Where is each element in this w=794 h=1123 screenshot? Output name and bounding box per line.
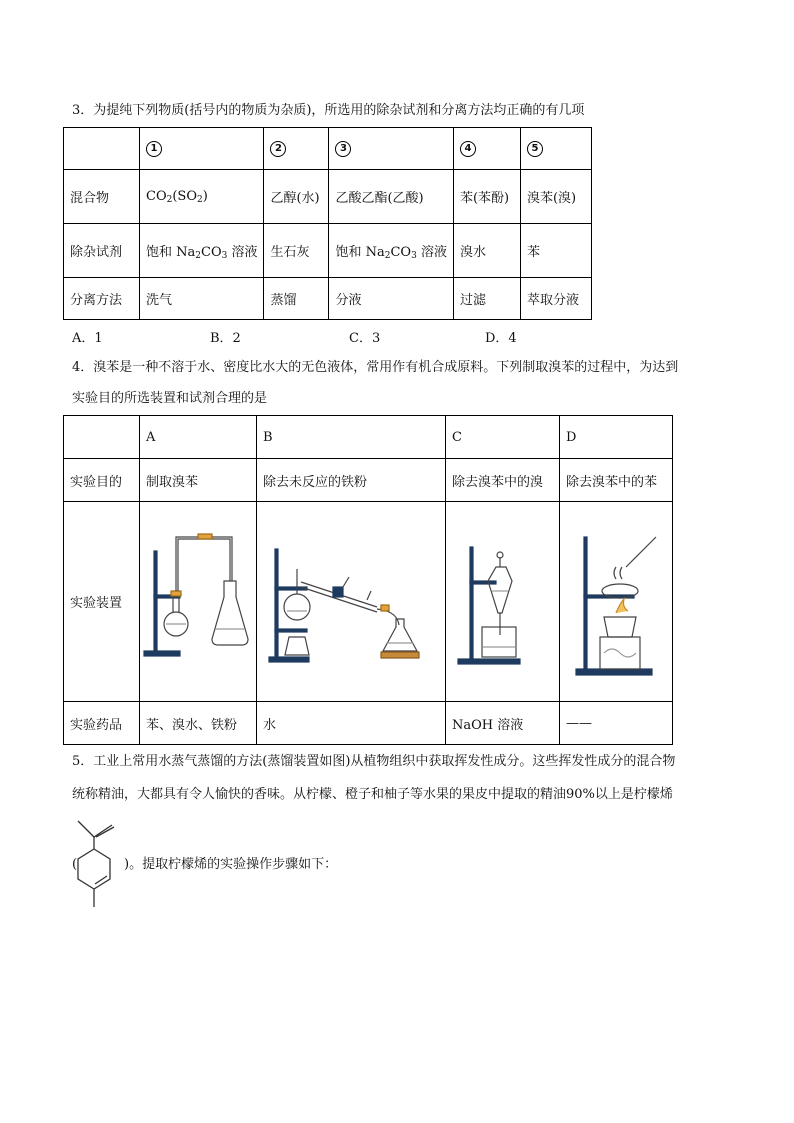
q4-header-a: A xyxy=(140,416,257,459)
q3-header-2: 2 xyxy=(270,141,286,157)
q4-stem-line1: 4．溴苯是一种不溶于水、密度比水大的无色液体，常用作有机合成原料。下列制取溴苯的过程中，为达到 xyxy=(72,360,679,375)
q3-table xyxy=(63,127,592,320)
q4-apparatus-b xyxy=(257,502,446,702)
q3-cell-method-4: 过滤 xyxy=(453,278,520,320)
q5-line1: 5．工业上常用水蒸气蒸馏的方法(蒸馏装置如图)从植物组织中获取挥发性成分。这些挥发性成分的混合物 xyxy=(72,754,676,769)
q4-row-label: 实验装置 xyxy=(64,502,140,702)
q4-stem-line2: 实验目的所选装置和试剂合理的是 xyxy=(72,391,268,406)
q3-cell-mixture-2: 乙醇(水) xyxy=(264,170,329,224)
q3-header-row xyxy=(64,128,592,170)
evaporation-apparatus-icon xyxy=(560,507,672,697)
distillation-apparatus-icon xyxy=(257,507,443,697)
q3-option-c[interactable]: C．3 xyxy=(349,331,381,346)
q4-apparatus-d xyxy=(560,502,673,702)
q4-cell-purpose-a: 制取溴苯 xyxy=(140,459,257,502)
q3-cell-method-1: 洗气 xyxy=(140,278,264,320)
q3-header-3: 3 xyxy=(335,141,351,157)
q3-row-label: 分离方法 xyxy=(64,278,140,320)
q4-header-d: D xyxy=(560,416,673,459)
q3-stem: 3．为提纯下列物质(括号内的物质为杂质)，所选用的除杂试剂和分离方法均正确的有几项 xyxy=(72,103,585,118)
q3-cell-method-3: 分液 xyxy=(329,278,453,320)
q4-row-apparatus xyxy=(64,502,673,702)
q4-cell-reagent-b: 水 xyxy=(257,702,446,745)
limonene-structure-icon xyxy=(60,815,124,911)
q3-row-label: 除杂试剂 xyxy=(64,224,140,278)
q4-cell-reagent-d: —— xyxy=(560,702,673,745)
q3-cell-method-2: 蒸馏 xyxy=(264,278,329,320)
q3-cell-mixture-1: $CO_2(SO_2)$ xyxy=(140,170,264,224)
q4-row-label: 实验目的 xyxy=(64,459,140,502)
q3-option-b[interactable]: B．2 xyxy=(210,331,241,346)
q4-cell-purpose-c: 除去溴苯中的溴 xyxy=(446,459,560,502)
q3-cell-reagent-2: 生石灰 xyxy=(264,224,329,278)
q4-apparatus-c xyxy=(446,502,560,702)
q3-cell-reagent-4: 溴水 xyxy=(453,224,520,278)
q4-table xyxy=(63,415,673,745)
q3-header-4: 4 xyxy=(460,141,476,157)
q3-cell-reagent-3: 饱和 $Na_2CO_3$ 溶液 xyxy=(329,224,453,278)
q3-option-d[interactable]: D．4 xyxy=(485,331,517,346)
separatory-funnel-icon xyxy=(446,507,558,697)
q3-row-method xyxy=(64,278,592,320)
q3-cell-method-5: 萃取分液 xyxy=(520,278,591,320)
q3-header-5: 5 xyxy=(527,141,543,157)
q3-cell-mixture-3: 乙酸乙酯(乙酸) xyxy=(329,170,453,224)
q5-line2: 统称精油，大都具有令人愉快的香味。从柠檬、橙子和柚子等水果的果皮中提取的精油90%以上是柠檬烯 xyxy=(72,787,673,802)
q5-line3: )。提取柠檬烯的实验操作步骤如下： xyxy=(124,857,338,872)
q3-option-a[interactable]: A．1 xyxy=(72,331,103,346)
q4-cell-reagent-c: NaOH 溶液 xyxy=(446,702,560,745)
q3-cell-reagent-5: 苯 xyxy=(520,224,591,278)
q3-header-empty xyxy=(64,128,140,170)
reflux-apparatus-icon xyxy=(140,507,256,697)
q4-apparatus-a xyxy=(140,502,257,702)
q4-row-purpose xyxy=(64,459,673,502)
q4-header-row xyxy=(64,416,673,459)
q3-row-mixture xyxy=(64,170,592,224)
q4-row-reagent xyxy=(64,702,673,745)
q4-cell-purpose-d: 除去溴苯中的苯 xyxy=(560,459,673,502)
q4-header-c: C xyxy=(446,416,560,459)
q5-paren-open: ( xyxy=(72,857,78,872)
q4-row-label: 实验药品 xyxy=(64,702,140,745)
q3-cell-mixture-4: 苯(苯酚) xyxy=(453,170,520,224)
q4-cell-purpose-b: 除去未反应的铁粉 xyxy=(257,459,446,502)
q4-header-b: B xyxy=(257,416,446,459)
q3-cell-reagent-1: 饱和 $Na_2CO_3$ 溶液 xyxy=(140,224,264,278)
q3-cell-mixture-5: 溴苯(溴) xyxy=(520,170,591,224)
q4-header-empty xyxy=(64,416,140,459)
q4-cell-reagent-a: 苯、溴水、铁粉 xyxy=(140,702,257,745)
q3-row-reagent xyxy=(64,224,592,278)
q3-header-1: 1 xyxy=(146,141,162,157)
q3-row-label: 混合物 xyxy=(64,170,140,224)
